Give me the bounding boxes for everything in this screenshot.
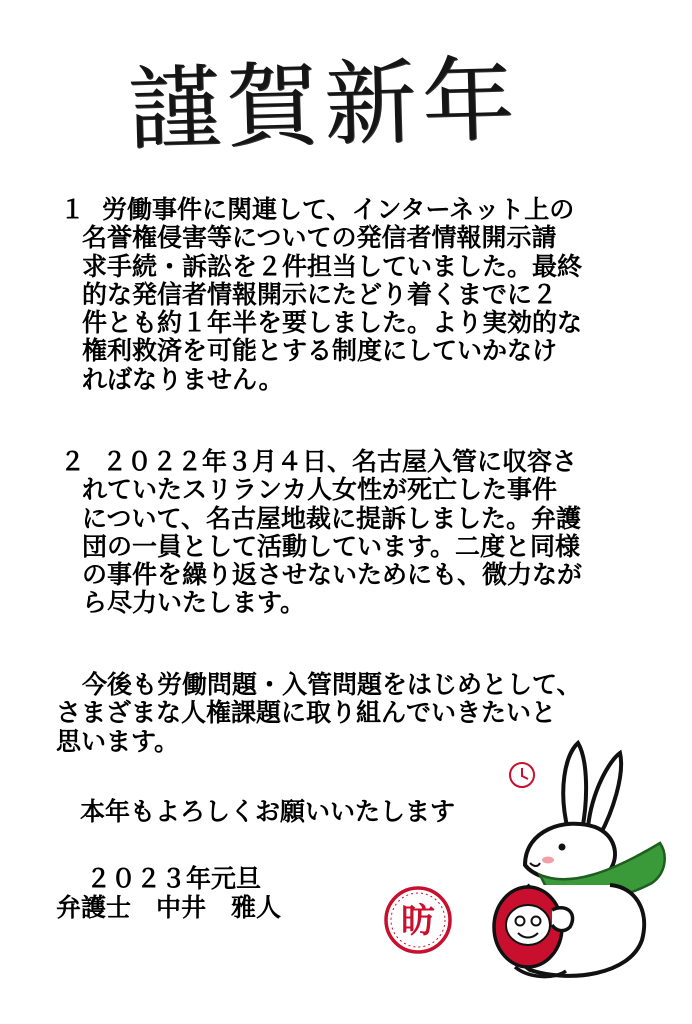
date: ２０２３年元旦 xyxy=(86,864,262,893)
page-title: 謹賀新年 xyxy=(126,46,522,164)
signature: 弁護士 中井 雅人 xyxy=(56,893,282,922)
paragraph-line-3: 思います。 xyxy=(56,726,180,756)
item-1-line-4: 的な発信者情報開示にたどり着くまでに２ xyxy=(82,279,558,309)
item-2-line-5: の事件を繰り返させないためにも、微力なが xyxy=(82,560,583,590)
seal-stamp-icon xyxy=(383,885,453,955)
item-1 xyxy=(60,196,582,394)
item-2-line-1: ２０２２年３月４日、名古屋入管に収容さ xyxy=(102,447,578,476)
item-1-line-7: ればなりません。 xyxy=(82,364,284,394)
item-2-number: ２ xyxy=(60,447,86,476)
item-1-line-3: 求手続・訴訟を２件担当していました。最終 xyxy=(82,251,583,281)
item-1-number: １ xyxy=(60,195,86,224)
seal-character: 昉 xyxy=(401,901,435,941)
item-2-line-3: について、名古屋地裁に提訴しました。弁護 xyxy=(82,503,582,533)
rabbit-with-daruma-icon xyxy=(470,735,675,980)
item-2-line-4: 団の一員として活動しています。二度と同様 xyxy=(82,531,581,561)
item-2 xyxy=(60,448,582,618)
item-2-line-6: ら尽力いたします。 xyxy=(82,588,306,618)
item-2-line-2: れていたスリランカ人女性が死亡した事件 xyxy=(82,475,558,505)
item-1-line-1: 労働事件に関連して、インターネット上の xyxy=(102,195,575,224)
paragraph-line-1: 今後も労働問題・入管問題をはじめとして、 xyxy=(82,670,582,699)
item-1-line-5: 件とも約１年半を要しました。より実効的な xyxy=(82,308,583,338)
paragraph-line-2: さまざまな人権課題に取り組んでいきたいと xyxy=(56,698,557,728)
item-1-line-6: 権利救済を可能とする制度にしていかなけ xyxy=(82,336,558,366)
closing-greeting: 本年もよろしくお願いいたします xyxy=(80,797,456,826)
item-1-line-2: 名誉権侵害等についての発信者情報開示請 xyxy=(82,223,557,253)
